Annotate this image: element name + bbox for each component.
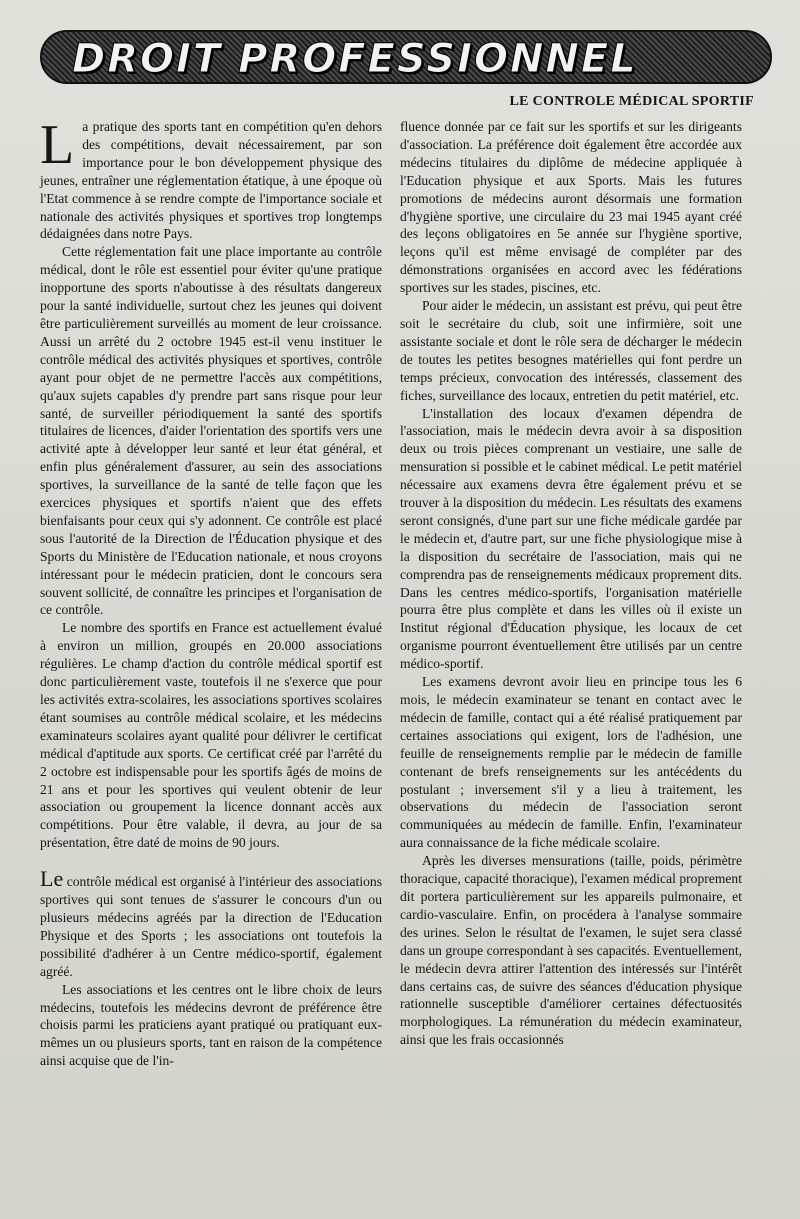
paragraph-2: Cette réglementation fait une place importante au contrôle médical, dont le rôle est essentiel pour éviter qu'une pratique inopportune des sports n'aboutisse à des résultats dangereux pour la santé individuelle, surtout chez les jeunes qui doivent être particulièrement surveillés au moment de leur croissance. Aussi un arrêté du 2 octobre 1945 est-il venu instituer le contrôle médical des activités physiques et sportives, contrôle ayant pour objet de ne permettre l'accès aux compétitions, qu'aux sujets capables d'y prendre part sans risque pour leur santé, de surveiller périodiquement la santé des sportifs titulaires de licences, d'aider l'orientation des sportifs vers une activité apte à développer leur santé et leur état général, et enfin plus généralement d'assurer, au sein des associations sportives, la surveillance de la santé de telle façon que les exercices physiques et sportifs n'aient que des effets bienfaisants pour ceux qui s'y adonnent. Ce contrôle est placé sous l'autorité de la Direction de l'Éducation physique et des Sports du Ministère de l'Education nationale, et nous croyons intéressant pour le médecin praticien, dont le concours sera souvent sollicité, de connaître les principes et l'organisation de ce contrôle.	[40, 244, 382, 618]
left-column	[40, 114, 382, 1070]
paragraph-5: Les associations et les centres ont le libre choix de leurs médecins, toutefois les médecins devront de préférence être choisis parmi les praticiens ayant pratiqué ou pratiquant eux-mêmes un ou plusieurs sports, tant en raison de la compétence ainsi acquise que de l'in-	[40, 981, 382, 1069]
paragraph-7: Pour aider le médecin, un assistant est prévu, qui peut être soit le secrétaire du club, soit une infirmière, soit une assistante sociale et dont le rôle sera de décharger le médecin de toutes les petites besognes matérielles qui font perdre un temps précieux, convocation des intéressés, classement des fiches, surveillance des locaux, entretien du petit matériel, etc.	[400, 298, 742, 403]
paragraph-8: L'installation des locaux d'examen dépendra de l'association, mais le médecin devra avoir à sa disposition deux ou trois pièces comprenant un vestiaire, une salle de mensuration si possible et le cabinet médical. Le petit matériel nécessaire aux examens devra être également prévu et se trouver à la disposition du médecin. Les résultats des examens seront consignés, d'une part sur une fiche médicale gardée par le médecin et, d'autre part, sur une fiche physiologique mise à la disposition du secrétaire de l'association, mais qui ne comprendra pas de renseignements médicaux proprement dits. Dans les centres médico-sportifs, l'organisation matérielle pourra être plus complète et dans les villes où il existe un Institut régional d'Éducation physique, les locaux de cet organisme pourront éventuellement être utilisés par un centre médico-sportif.	[400, 405, 742, 672]
paragraph-1	[40, 114, 382, 243]
paragraph-1-text: a pratique des sports tant en compétition qu'en dehors des compétitions, devait nécessairement, par son importance pour le bon développement physique des jeunes, entraîner une réglementation étatique, à une époque où l'Etat commence à se rendre compte de l'importance sociale et nationale des activités physiques et sportives trop longtemps dédaignées dans notre Pays.	[40, 119, 382, 242]
right-column	[400, 118, 742, 1049]
paragraph-4-lead: Le	[40, 866, 64, 892]
paragraph-10: Après les diverses mensurations (taille, poids, périmètre thoracique, capacité thoracique), l'examen médical proprement dit portera particulièrement sur les appareils pulmonaire, et cardio-vasculaire. Enfin, on procédera à l'analyse sommaire des urines. Selon le résultat de l'examen, le sujet sera classé dans un groupe correspondant à ses capacités. Eventuellement, le médecin devra attirer l'attention des intéressés sur l'intérêt dans certains cas, de suivre des séances d'éducation physique rationnelle susceptible d'améliorer certaines défectuosités morphologiques. La rémunération du médecin examinateur, ainsi que les frais occasionnés	[400, 853, 742, 1048]
paragraph-6: fluence donnée par ce fait sur les sportifs et sur les dirigeants d'association. La préférence doit également être accordée aux médecins titulaires du diplôme de médecine appliquée à l'Education physique et aux Sports. Mais les futures promotions de médecins auront désormais une formation d'hygiène sportive, une circulaire du 23 mai 1945 ayant créé des leçons obligatoires en 5e année sur l'hygiène sportive, leçons qu'il est même envisagé de compléter par des démonstrations organisées en accord avec les fédérations sportives sur les stades, piscines, etc.	[400, 119, 742, 296]
paragraph-4	[40, 866, 382, 980]
paragraph-9: Les examens devront avoir lieu en principe tous les 6 mois, le médecin examinateur se tenant en contact avec le médecin de famille, contact qui a été réalisé pratiquement par certaines associations qui exigent, lors de l'adhésion, une feuille de renseignements remplie par le médecin de famille contenant de brefs renseignements sur les antécédents du postulant ; inversement s'il y a lieu à traitement, les observations du médecin de l'association seront communiquées au médecin de famille. Enfin, l'examinateur aura connaissance de la fiche médicale scolaire.	[400, 674, 742, 851]
paragraph-4-text: contrôle médical est organisé à l'intérieur des associations sportives qui sont tenues de s'assurer le concours d'un ou plusieurs médecins agréés par la direction de l'Education Physique et des Sports ; les associations ont toutefois la possibilité d'adhérer à un Centre médico-sportif, également agréé.	[40, 874, 382, 979]
drop-cap: L	[40, 114, 75, 176]
article-title: LE CONTROLE MÉDICAL SPORTIF	[509, 94, 754, 109]
section-banner	[40, 30, 772, 84]
paragraph-3: Le nombre des sportifs en France est actuellement évalué à environ un million, groupés en 20.000 associations régulières. Le champ d'action du contrôle médical sportif est donc particulièrement vaste, toutefois il ne s'exerce que pour les activités extra-scolaires, les associations sportives scolaires étant soumises au contrôle médical scolaire, et les médecins examinateurs scolaires ayant qualité pour délivrer le certificat médical d'aptitude aux sports. Ce certificat créé par l'arrêté du 2 octobre est indispensable pour les sportifs âgés de moins de 21 ans et pour les sportives qui veulent obtenir de leur association ou groupement la licence donnant accès aux compétitions. Pour être valable, il devra, au jour de sa présentation, être daté de moins de 90 jours.	[40, 620, 382, 851]
banner-title: DROIT PROFESSIONNEL	[72, 36, 638, 82]
section-gap	[40, 852, 382, 870]
